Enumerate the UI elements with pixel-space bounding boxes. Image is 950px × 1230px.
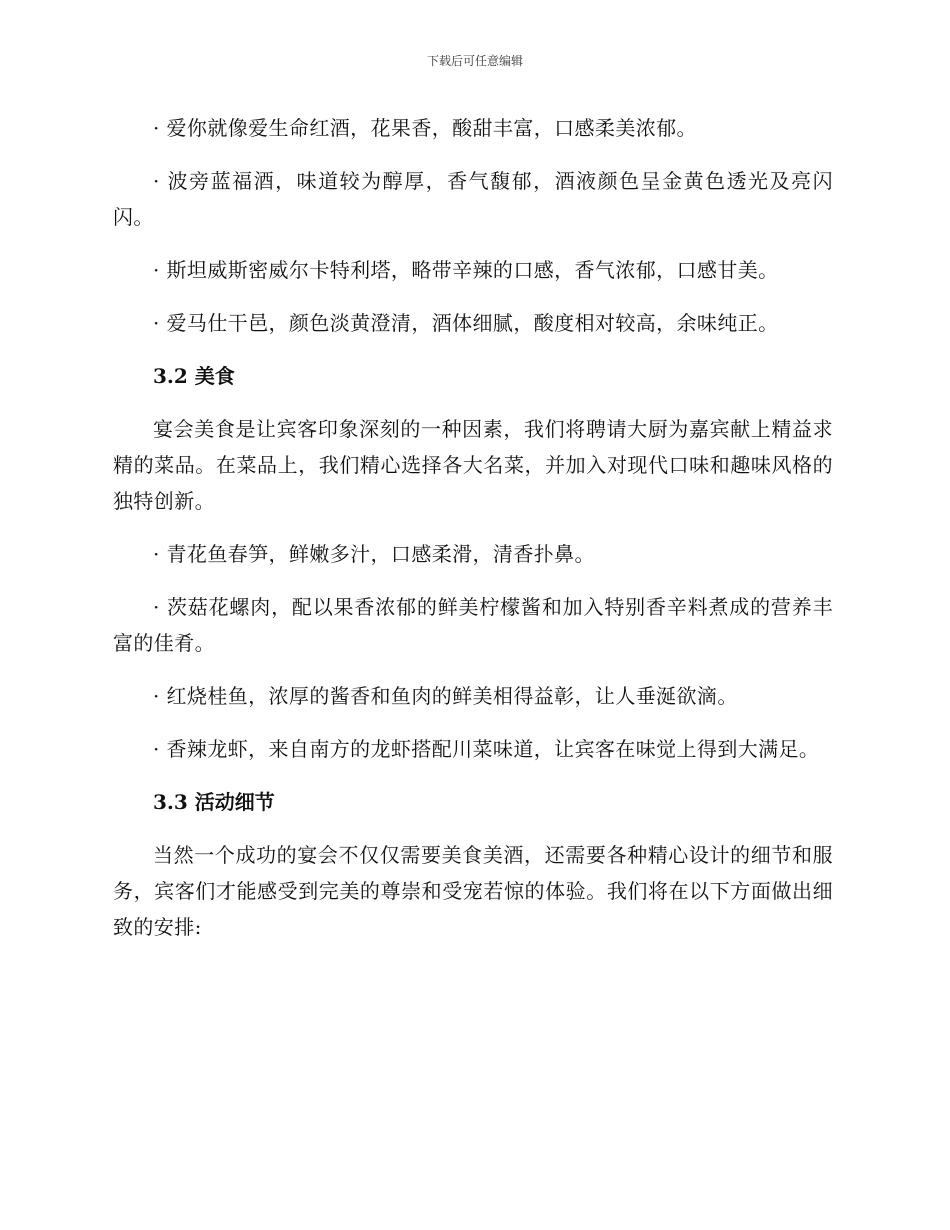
section-heading-food: 3.2 美食	[153, 364, 235, 388]
food-intro-paragraph: 宴会美食是让宾客印象深刻的一种因素，我们将聘请大厨为嘉宾献上精益求精的菜品。在菜品上，我们精心选择各大名菜，并加入对现代口味和趣味风格的独特创新。	[113, 417, 833, 513]
food-item: · 香辣龙虾，来自南方的龙虾搭配川菜味道，让宾客在味觉上得到大满足。	[153, 737, 820, 761]
page-header: 下载后可任意编辑	[426, 54, 523, 68]
wine-item: · 爱马仕干邑，颜色淡黄澄清，酒体细腻，酸度相对较高，余味纯正。	[153, 311, 779, 335]
food-item: · 红烧桂鱼，浓厚的酱香和鱼肉的鲜美相得益彰，让人垂涎欲滴。	[153, 684, 738, 708]
wine-item: · 爱你就像爱生命红酒，花果香，酸甜丰富，口感柔美浓郁。	[153, 116, 697, 140]
wine-item: · 波旁蓝福酒，味道较为醇厚，香气馥郁，酒液颜色呈金黄色透光及亮闪闪。	[113, 169, 833, 229]
section-heading-details: 3.3 活动细节	[153, 790, 275, 814]
document-body	[113, 110, 833, 962]
food-item: · 青花鱼春笋，鲜嫩多汁，口感柔滑，清香扑鼻。	[153, 542, 595, 566]
wine-item: · 斯坦威斯密威尔卡特利塔，略带辛辣的口感，香气浓郁，口感甘美。	[153, 258, 779, 282]
details-intro-paragraph: 当然一个成功的宴会不仅仅需要美食美酒，还需要各种精心设计的细节和服务，宾客们才能感受到完美的尊崇和受宠若惊的体验。我们将在以下方面做出细致的安排:	[113, 843, 833, 939]
food-item: · 茨菇花螺肉，配以果香浓郁的鲜美柠檬酱和加入特别香辛料煮成的营养丰富的佳肴。	[113, 595, 833, 655]
